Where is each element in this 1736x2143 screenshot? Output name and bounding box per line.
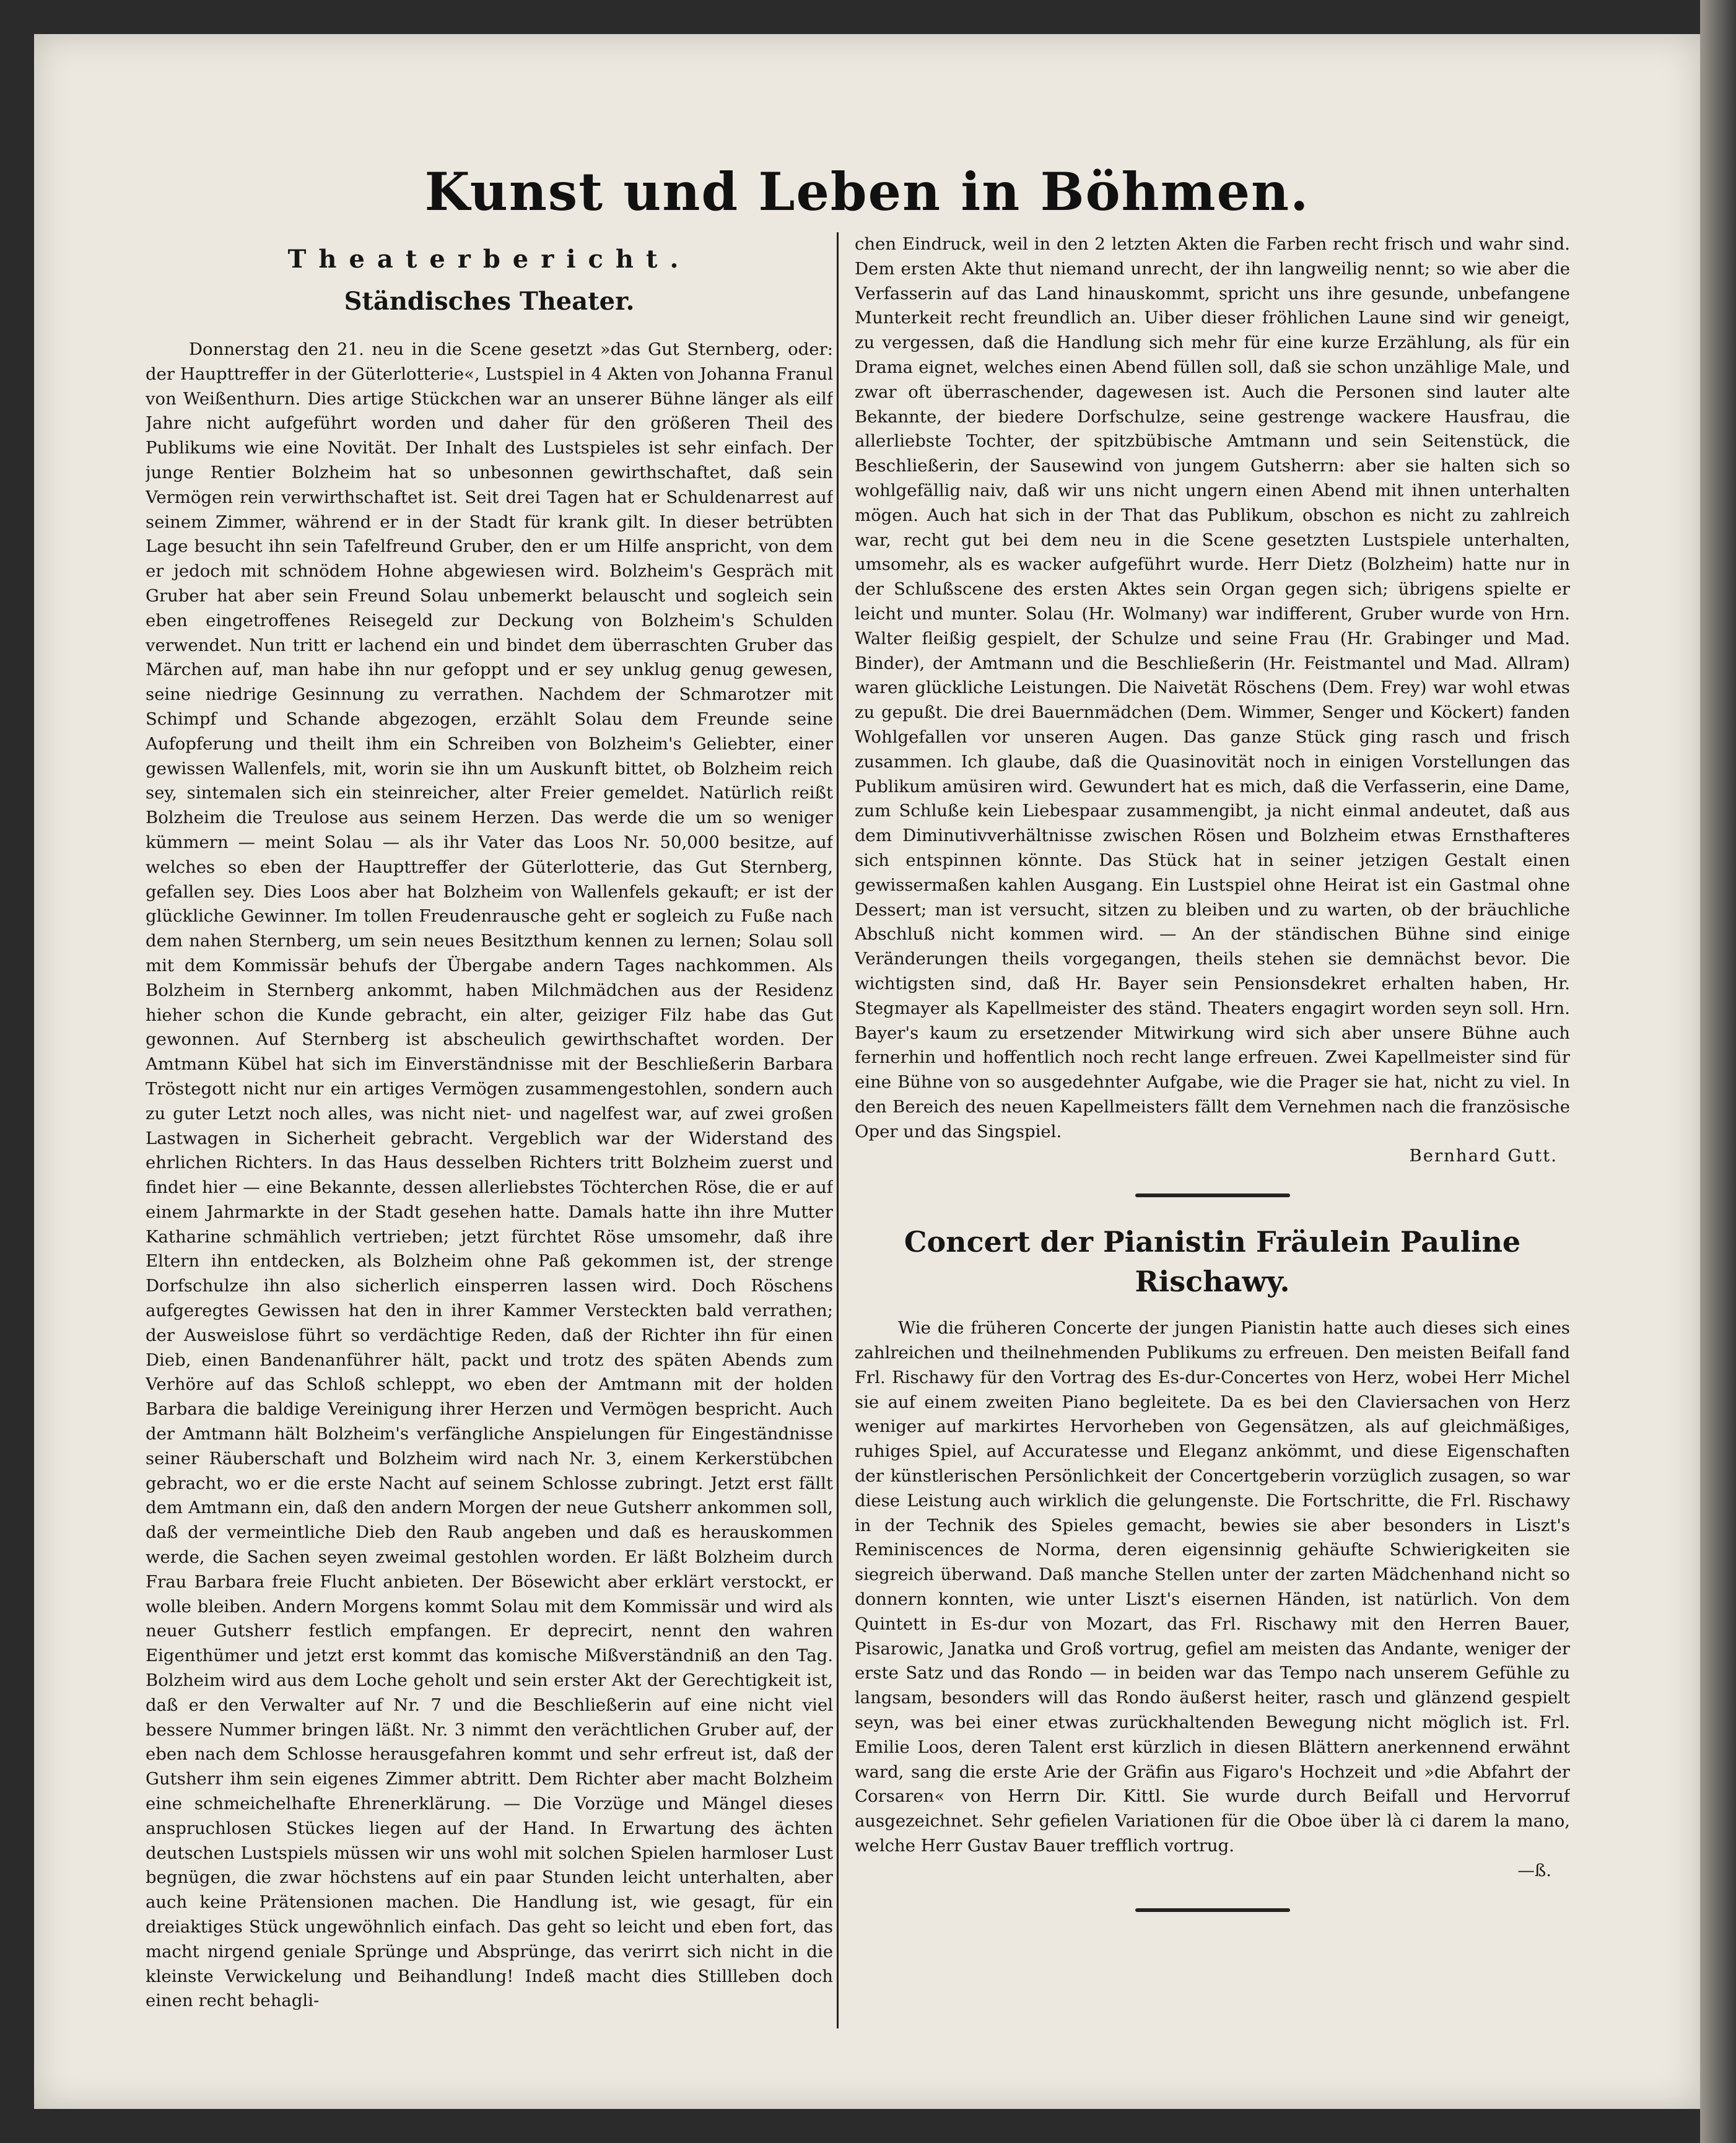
article-paragraph: Donnerstag den 21. neu in die Scene gesetzt »das Gut Sternberg, oder: der Haupttreffer in der Güterlotterie«, Lustspiel in 4 Akten von Johanna Franul von Weißenthurn. Dies artige Stückchen war an unserer Bühne länger als eilf Jahre nicht aufgeführt worden und daher für den größeren Theil des Publikums wie eine Novität. Der Inhalt des Lustspieles ist sehr einfach. Der junge Rentier Bolzheim hat so unbesonnen gewirthschaftet, daß sein Vermögen rein verwirthschaftet ist. Seit drei Tagen hat er Schuldenarrest auf seinem Zimmer, während er in der Stadt für krank gilt. In dieser betrübten Lage besucht ihn sein Tafelfreund Gruber, den er um Hilfe anspricht, von dem er jedoch mit schnödem Hohne abgewiesen wird. Bolzheim's Gespräch mit Gruber hat aber sein Freund Solau unbemerkt belauscht und sogleich sein eben eingetroffenes Reisegeld zur Deckung von Bolzheim's Schulden verwendet. Nun tritt er lachend ein und bindet dem überraschten Gruber das Märchen auf, man habe ihn nur gefoppt und er sey unklug genug gewesen, seine niedrige Gesinnung zu verrathen. Nachdem der Schmarotzer mit Schimpf und Schande abgezogen, erzählt Solau dem Freunde seine Aufopferung und theilt ihm ein Schreiben von Bolzheim's Geliebter, einer gewissen Wallenfels, mit, worin sie ihn um Auskunft bittet, ob Bolzheim reich sey, sintemalen sich ein steinreicher, alter Freier gemeldet. Natürlich reißt Bolzheim die Treulose aus seinem Herzen. Das werde die um so weniger kümmern — meint Solau — als ihr Vater das Loos Nr. 50,000 besitze, auf welches so eben der Haupttreffer der Güterlotterie, das Gut Sternberg, gefallen sey. Dies Loos aber hat Bolzheim von Wallenfels gekauft; er ist der glückliche Gewinner. Im tollen Freudenrausche geht er sogleich zu Fuße nach dem nahen Sternberg, um sein neues Besitzthum kennen zu lernen; Solau soll mit dem Kommissär behufs der Übergabe andern Tages nachkommen. Als Bolzheim in Sternberg ankommt, haben Milchmädchen aus der Residenz hieher schon die Kunde gebracht, ein alter, geiziger Filz habe das Gut gewonnen. Auf Sternberg ist abscheulich gewirthschaftet worden. Der Amtmann Kübel hat sich im Einverständnisse mit der Beschließerin Barbara Tröstegott nicht nur ein artiges Vermögen zusammengestohlen, sondern auch zu guter Letzt noch alles, was nicht niet- und nagelfest war, auf zwei großen Lastwagen in Sicherheit gebracht. Vergeblich war der Widerstand des ehrlichen Richters. In das Haus desselben Richters tritt Bolzheim zuerst und findet hier — eine Bekannte, dessen allerliebstes Töchterchen Röse, die er auf einem Jahrmarkte in der Stadt gesehen hatte. Damals hatte ihn ihre Mutter Katharine schmählich vertrieben; jetzt fürchtet Röse umsomehr, daß ihre Eltern ihn entdecken, als Bolzheim ohne Paß gekommen ist, der strenge Dorfschulze ihn also sicherlich einsperren lassen wird. Doch Röschens aufgeregtes Gewissen hat den in ihrer Kammer Versteckten bald verrathen; der Ausweislose führt so verdächtige Reden, daß der Richter ihn für einen Dieb, einen Bandenanführer hält, packt und trotz des späten Abends zum Verhöre auf das Schloß schleppt, wo eben der Amtmann mit der holden Barbara die baldige Vereinigung ihrer Herzen und Vermögen bespricht. Auch der Amtmann hält Bolzheim's verfängliche Anspielungen für Eingeständnisse seiner Räuberschaft und Bolzheim wird nach Nr. 3, einem Kerkerstübchen gebracht, wo er die erste Nacht auf seinem Schlosse zubringt. Jetzt erst fällt dem Amtmann ein, daß den andern Morgen der neue Gutsherr ankommen soll, daß der vermeintliche Dieb den Raub angeben und daß es herauskommen werde, die Sachen seyen zweimal gestohlen worden. Er läßt Bolzheim durch Frau Barbara freie Flucht anbieten. Der Bösewicht aber erklärt verstockt, er wolle bleiben. Andern Morgens kommt Solau mit dem Kommissär und wird als neuer Gutsherr festlich empfangen. Er deprecirt, nennt den wahren Eigenthümer und jetzt erst kommt das komische Mißverständniß an den Tag. Bolzheim wird aus dem Loche geholt und sein erster Akt der Gerechtigkeit ist, daß er den Verwalter auf Nr. 7 und die Beschließerin auf eine nicht viel bessere Nummer bringen läßt. Nr. 3 nimmt den verächtlichen Gruber auf, der eben nach dem Schlosse herausgefahren kommt und sehr erfreut ist, daß der Gutsherr ihm sein eigenes Zimmer abtritt. Dem Richter aber macht Bolzheim eine schmeichelhafte Ehrenerklärung. — Die Vorzüge und Mängel dieses anspruchlosen Stückes liegen auf der Hand. In Erwartung des ächten deutschen Lustspiels müssen wir uns wohl mit solchen Spielen harmloser Lust begnügen, die zwar höchstens auf ein paar Stunden leicht unterhalten, aber auch keine Prätensionen machen. Die Handlung ist, wie gesagt, für ein dreiaktiges Stück ungewöhnlich einfach. Das geht so leicht und eben fort, das macht nirgend geniale Sprünge und Absprünge, das verirrt sich nicht in die kleinste Verwickelung und Beihandlung! Indeß macht dies Stillleben doch einen recht behagli- — [146, 339, 833, 2011]
newspaper-page — [34, 34, 1700, 2109]
article-paragraph-continued: chen Eindruck, weil in den 2 letzten Akten die Farben recht frisch und wahr sind. Dem ersten Akte thut niemand unrecht, der ihn langweilig nennt; so wie aber die Verfasserin auf das Land hinauskommt, spricht uns ihre gesunde, unbefangene Munterkeit recht freundlich an. Uiber dieser fröhlichen Laune sind wir geneigt, zu vergessen, daß die Handlung sich mehr für eine kurze Erzählung, als für ein Drama eignet, welches einen Abend füllen soll, daß sie schon unzählige Male, und zwar oft überraschender, dagewesen ist. Auch die Personen sind lauter alte Bekannte, der biedere Dorfschulze, seine gestrenge wackere Hausfrau, die allerliebste Tochter, der spitzbübische Amtmann und sein Seitenstück, die Beschließerin, der Sausewind von jungem Gutsherrn: aber sie halten sich so wohlgefällig naiv, daß wir uns nicht ungern einen Abend mit ihnen unterhalten mögen. Auch hat sich in der That das Publikum, obschon es nicht zu zahlreich war, recht gut bei dem neu in die Scene gesetzten Lustspiele unterhalten, umsomehr, als es wacker aufgeführt wurde. Herr Dietz (Bolzheim) hatte nur in der Schlußscene des ersten Aktes sein Organ gegen sich; übrigens spielte er leicht und munter. Solau (Hr. Wolmany) war indifferent, Gruber wurde von Hrn. Walter fleißig gespielt, der Schulze und seine Frau (Hr. Grabinger und Mad. Binder), der Amtmann und die Beschließerin (Hr. Feistmantel und Mad. Allram) waren glückliche Leistungen. Die Naivetät Röschens (Dem. Frey) war wohl etwas zu gepußt. Die drei Bauernmädchen (Dem. Wimmer, Senger und Köckert) fanden Wohlgefallen vor unseren Augen. Das ganze Stück ging rasch und frisch zusammen. Ich glaube, daß die Quasinovität noch in einigen Vorstellungen das Publikum amüsiren wird. Gewundert hat es mich, daß die Verfasserin, eine Dame, zum Schluße kein Liebespaar zusammengibt, ja nicht einmal andeutet, daß aus dem Diminutivverhältnisse zwischen Rösen und Bolzheim etwas Ernsthafteres sich entspinnen könnte. Das Stück hat in seiner jetzigen Gestalt einen gewissermaßen kahlen Ausgang. Ein Lustspiel ohne Heirat ist ein Gastmal ohne Dessert; man ist versucht, sitzen zu bleiben und zu warten, ob der bräuchliche Abschluß nicht kommen wird. — An der ständischen Bühne sind einige Veränderungen theils vorgegangen, theils stehen sie demnächst bevor. Die wichtigsten sind, daß Hr. Bayer sein Pensionsdekret erhalten haben, Hr. Stegmayer als Kapellmeister des ständ. Theaters engagirt worden seyn soll. Hrn. Bayer's kaum zu ersetzender Mitwirkung wird sich aber unsere Bühne auch fernerhin und hoffentlich noch recht lange erfreuen. Zwei Kapellmeister sind für eine Bühne von so ausgedehnter Aufgabe, wie die Prager sie hat, nicht zu viel. In den Bereich des neuen Kapellmeisters fällt dem Vernehmen nach die französische Oper und das Singspiel. — [855, 234, 1570, 1141]
left-column — [146, 232, 833, 2041]
section-title: Theaterbericht. — [287, 245, 691, 274]
masthead-title: Kunst und Leben in Böhmen. — [424, 161, 1310, 222]
article-signature: Bernhard Gutt. — [1409, 1146, 1558, 1166]
subsection-title: Ständisches Theater. — [344, 287, 635, 316]
concert-article-title: Concert der Pianistin Fräulein Pauline Rischawy. — [904, 1225, 1521, 1299]
section-separator — [1135, 1194, 1290, 1197]
scan-edge — [1700, 0, 1736, 2143]
column-divider — [837, 232, 839, 2028]
concert-signature: —ß. — [1517, 1860, 1551, 1880]
concert-paragraph: Wie die früheren Concerte der jungen Pianistin hatte auch dieses sich eines zahlreichen und theilnehmenden Publikums zu erfreuen. Den meisten Beifall fand Frl. Rischawy für den Vortrag des Es-dur-Concertes von Herz, wobei Herr Michel sie auf einem zweiten Piano begleitete. Da es bei den Claviersachen von Herz weniger auf markirtes Hervorheben von Gegensätzen, als auf gleichmäßiges, ruhiges Spiel, auf Accuratesse und Eleganz ankömmt, und diese Eigenschaften der künstlerischen Persönlichkeit der Concertgeberin vorzüglich zusagen, so war diese Leistung auch wirklich die gelungenste. Die Fortschritte, die Frl. Rischawy in der Technik des Spieles gemacht, bewies sie aber besonders in Liszt's Reminiscences de Norma, deren eigensinnig gehäufte Schwierigkeiten sie siegreich überwand. Daß manche Stellen unter der zarten Mädchenhand nicht so donnern konnten, wie unter Liszt's eisernen Händen, ist natürlich. Von dem Quintett in Es-dur von Mozart, das Frl. Rischawy mit den Herren Bauer, Pisarowic, Janatka und Groß vortrug, gefiel am meisten das Andante, weniger der erste Satz und das Rondo — in beiden war das Tempo nach unserem Gefühle zu langsam, besonders will das Rondo äußerst heiter, rasch und glänzend gespielt seyn, was bei einer etwas zurückhaltenden Bewegung nicht möglich ist. Frl. Emilie Loos, deren Talent erst kürzlich in diesen Blättern anerkennend erwähnt ward, sang die erste Arie der Gräfin aus Figaro's Hochzeit und »die Abfahrt der Corsaren« von Herrn Dir. Kittl. Sie wurde durch Beifall und Hervorruf ausgezeichnet. Sehr gefielen Variationen für die Oboe über là ci darem la mano, welche Herr Gustav Bauer trefflich vortrug. — [855, 1318, 1570, 1856]
right-column — [855, 232, 1570, 2041]
end-separator — [1135, 1908, 1290, 1912]
